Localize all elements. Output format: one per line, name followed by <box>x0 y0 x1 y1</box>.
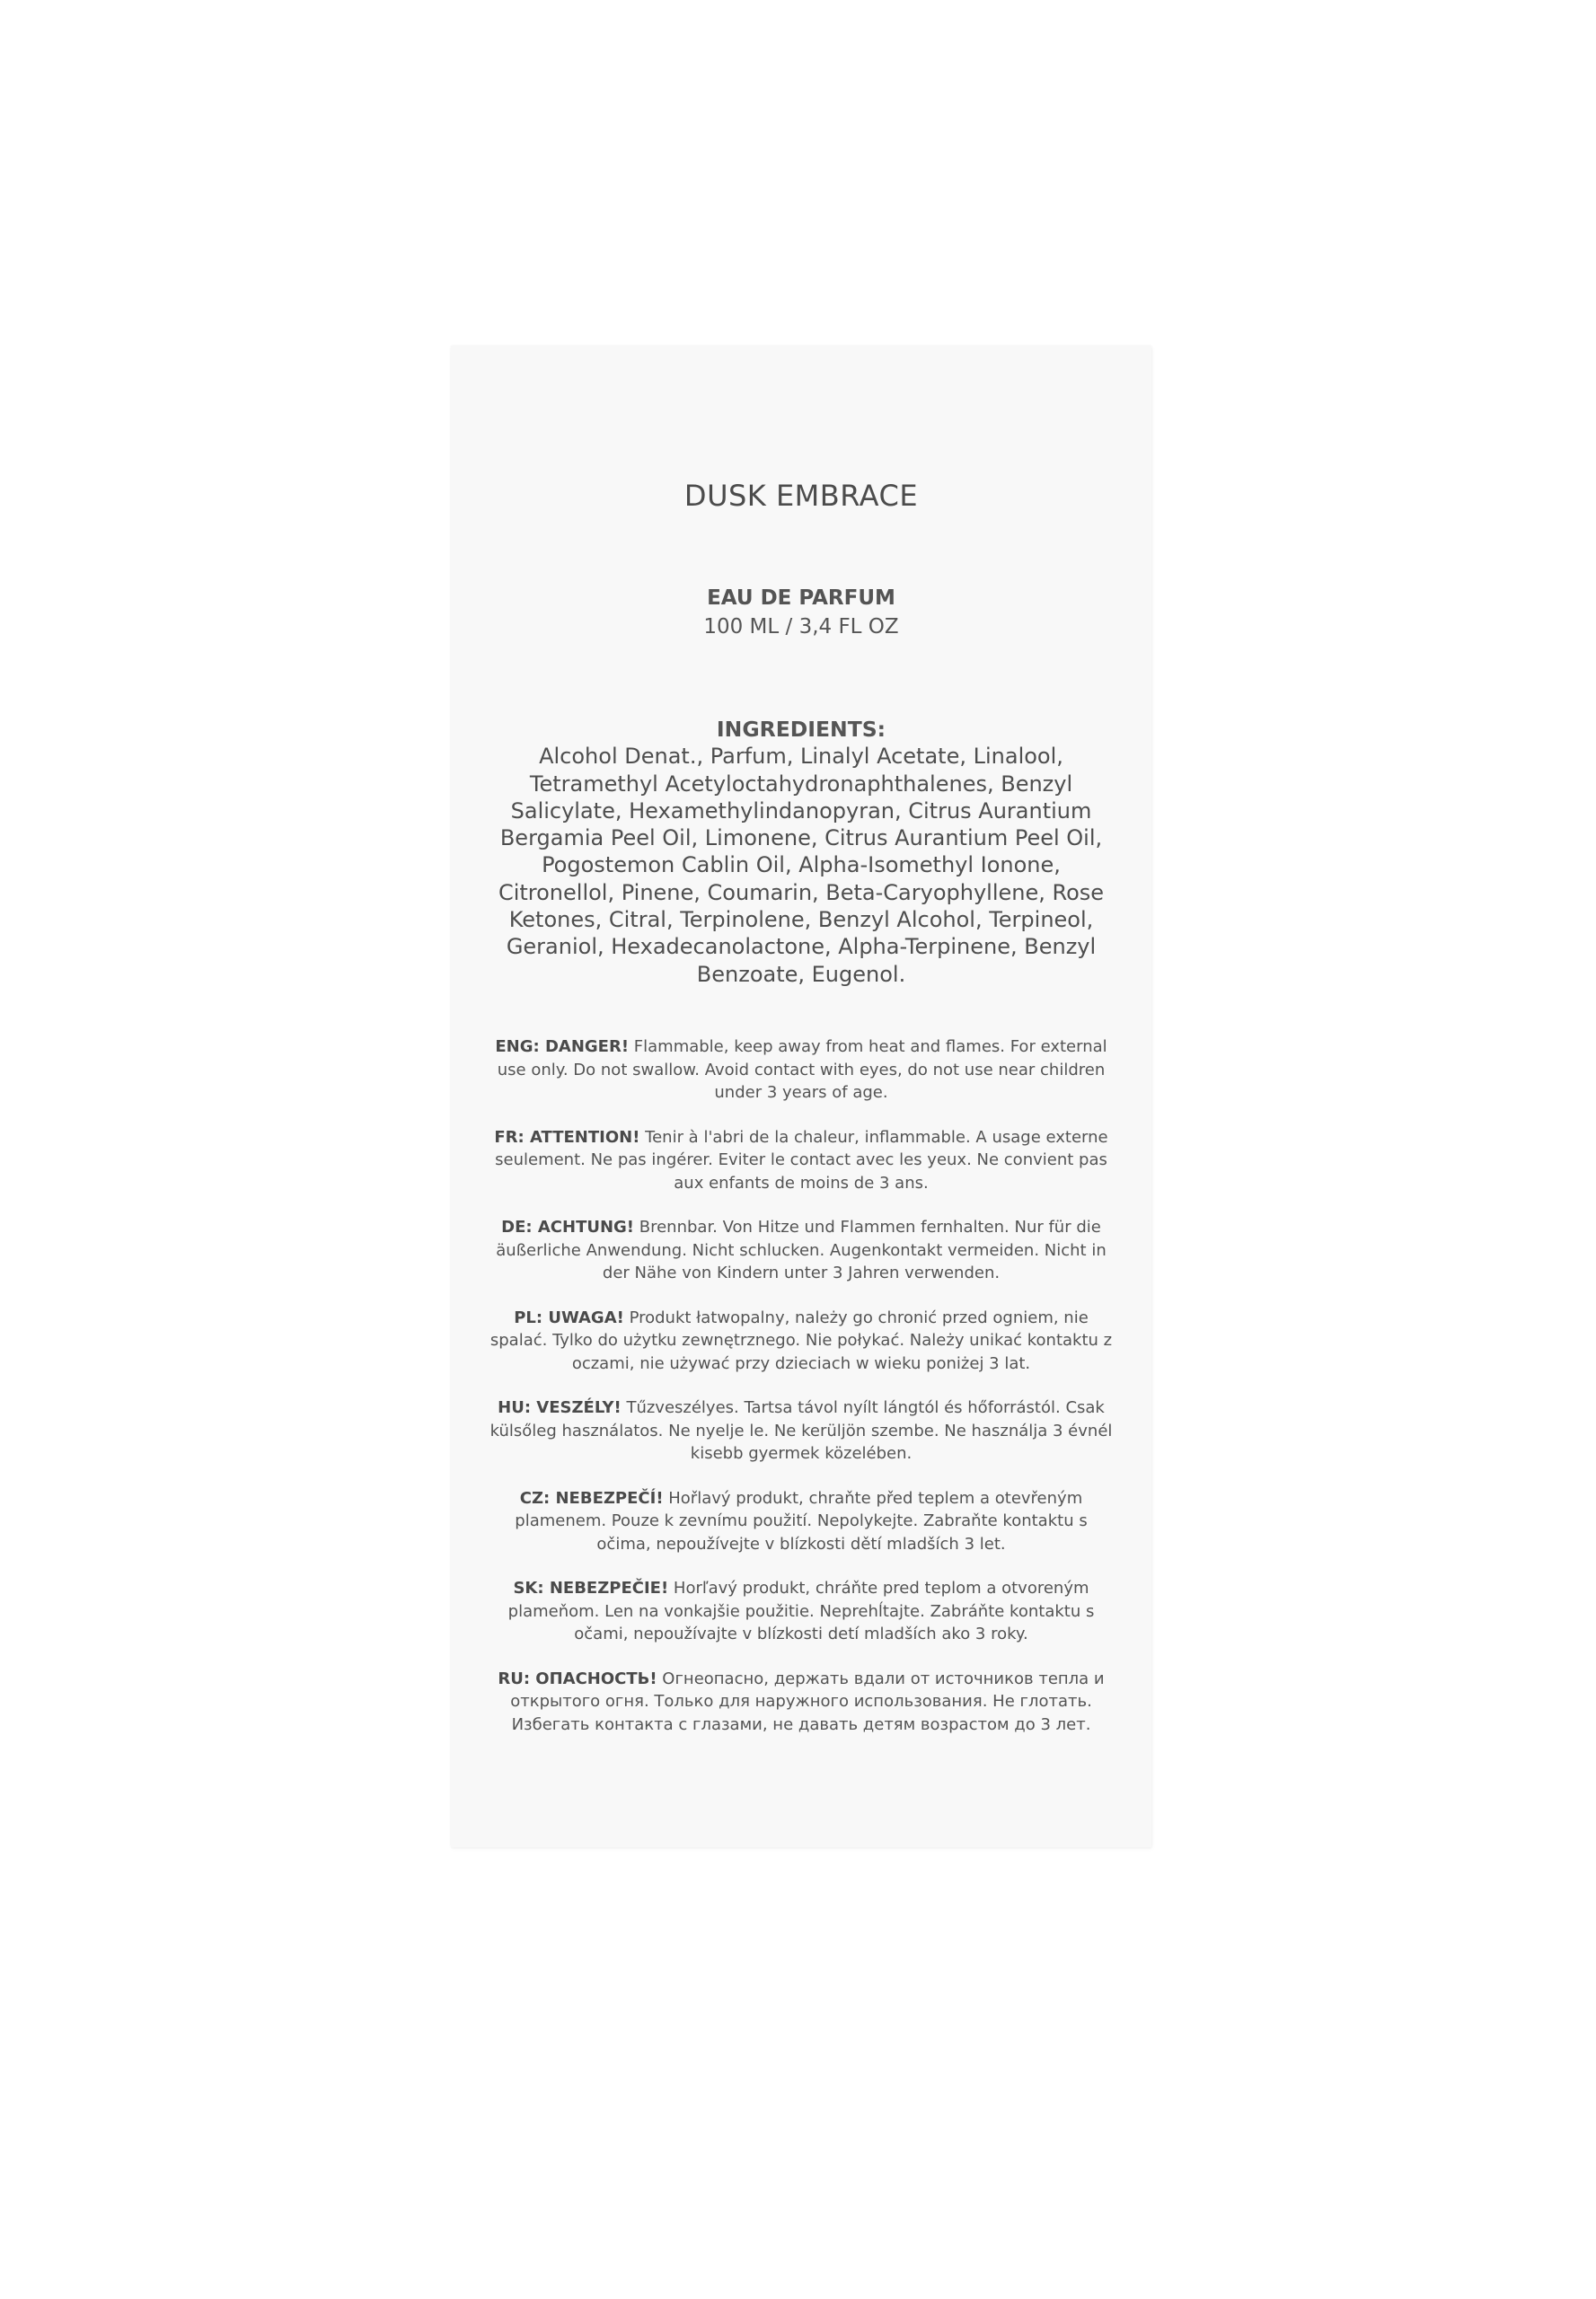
warning-label: RU: ОПАСНОСТЬ! <box>498 1669 657 1688</box>
warning-label: HU: VESZÉLY! <box>498 1398 622 1417</box>
product-name: DUSK EMBRACE <box>683 479 919 513</box>
warning-label: FR: ATTENTION! <box>494 1127 640 1147</box>
warning-pl <box>487 1307 1115 1376</box>
warning-label: SK: NEBEZPEČIE! <box>513 1579 669 1598</box>
product-type: EAU DE PARFUM <box>707 586 895 610</box>
warning-cz <box>487 1487 1115 1556</box>
warning-text: Horľavý produkt, chráňte pred teplom a otvoreným plameňom. Len na vonkajšie použitie. Neprehĺtajte. Zabráňte kontaktu s očami, nepoužívajte v blízkosti detí mladších ako 3 roky. <box>507 1579 1095 1643</box>
warning-eng <box>487 1035 1115 1105</box>
warning-text: Tenir à l'abri de la chaleur, inflammable. A usage externe seulement. Ne pas ingérer. Eviter le contact avec les yeux. Ne convient pas aux enfants de moins de 3 ans. <box>495 1127 1108 1193</box>
warning-label: ENG: DANGER! <box>495 1037 630 1056</box>
warning-text: Flammable, keep away from heat and flames. For external use only. Do not swallow. Avoid contact with eyes, do not use near children under 3 years of age. <box>497 1037 1107 1102</box>
warning-hu <box>487 1396 1115 1466</box>
warning-label: DE: ACHTUNG! <box>501 1218 635 1237</box>
warning-text: Tűzveszélyes. Tartsa távol nyílt lángtól és hőforrástól. Csak külsőleg használatos. Ne nyelje le. Ne kerüljön szembe. Ne használja 3 évnél kisebb gyermek közelében. <box>489 1398 1113 1463</box>
warning-label: PL: UWAGA! <box>514 1308 624 1327</box>
warning-text: Brennbar. Von Hitze und Flammen fernhalten. Nur für die äußerliche Anwendung. Nicht schlucken. Augenkontakt vermeiden. Nicht in der Nähe von Kindern unter 3 Jahren verwenden. <box>496 1218 1107 1282</box>
ingredients-list: Alcohol Denat., Parfum, Linalyl Acetate, Linalool, Tetramethyl Acetyloctahydronaphthalenes, Benzyl Salicylate, Hexamethylindanopyran, Citrus Aurantium Bergamia Peel Oil, Limonene, Citrus Aurantium Peel Oil, Pogostemon Cablin Oil, Alpha-Isomethyl Ionone, Citronellol, Pinene, Coumarin, Beta-Caryophyllene, Rose Ketones, Citral, Terpinolene, Benzyl Alcohol, Terpineol, Geraniol, Hexadecanolactone, Alpha-Terpinene, Benzyl Benzoate, Eugenol. <box>498 744 1105 987</box>
ingredients-block <box>494 716 1108 988</box>
ingredients-heading: INGREDIENTS: <box>716 717 886 742</box>
perfume-box-back-panel <box>451 346 1151 1847</box>
warning-ru <box>487 1668 1115 1737</box>
warning-text: Hořlavý produkt, chraňte před teplem a otevřeným plamenem. Pouze k zevnímu použití. Nepolykejte. Zabraňte kontaktu s očima, nepoužívejte v blízkosti dětí mladších 3 let. <box>515 1488 1088 1554</box>
warning-fr <box>487 1126 1115 1195</box>
warning-text: Produkt łatwopalny, należy go chronić przed ogniem, nie spalać. Tylko do użytku zewnętrznego. Nie połykać. Należy unikać kontaktu z oczami, nie używać przy dzieciach w wieku poniżej 3 lat. <box>489 1308 1113 1373</box>
warning-de <box>487 1216 1115 1285</box>
warning-label: CZ: NEBEZPEČÍ! <box>519 1488 664 1508</box>
warning-sk <box>487 1577 1115 1646</box>
product-volume: 100 ML / 3,4 FL OZ <box>703 615 899 639</box>
warning-text: Огнеопасно, держать вдали от источников тепла и открытого огня. Только для наружного использования. Не глотать. Избегать контакта с глазами, не давать детям возрастом до 3 лет. <box>510 1669 1105 1734</box>
safety-warnings <box>487 1035 1115 1757</box>
